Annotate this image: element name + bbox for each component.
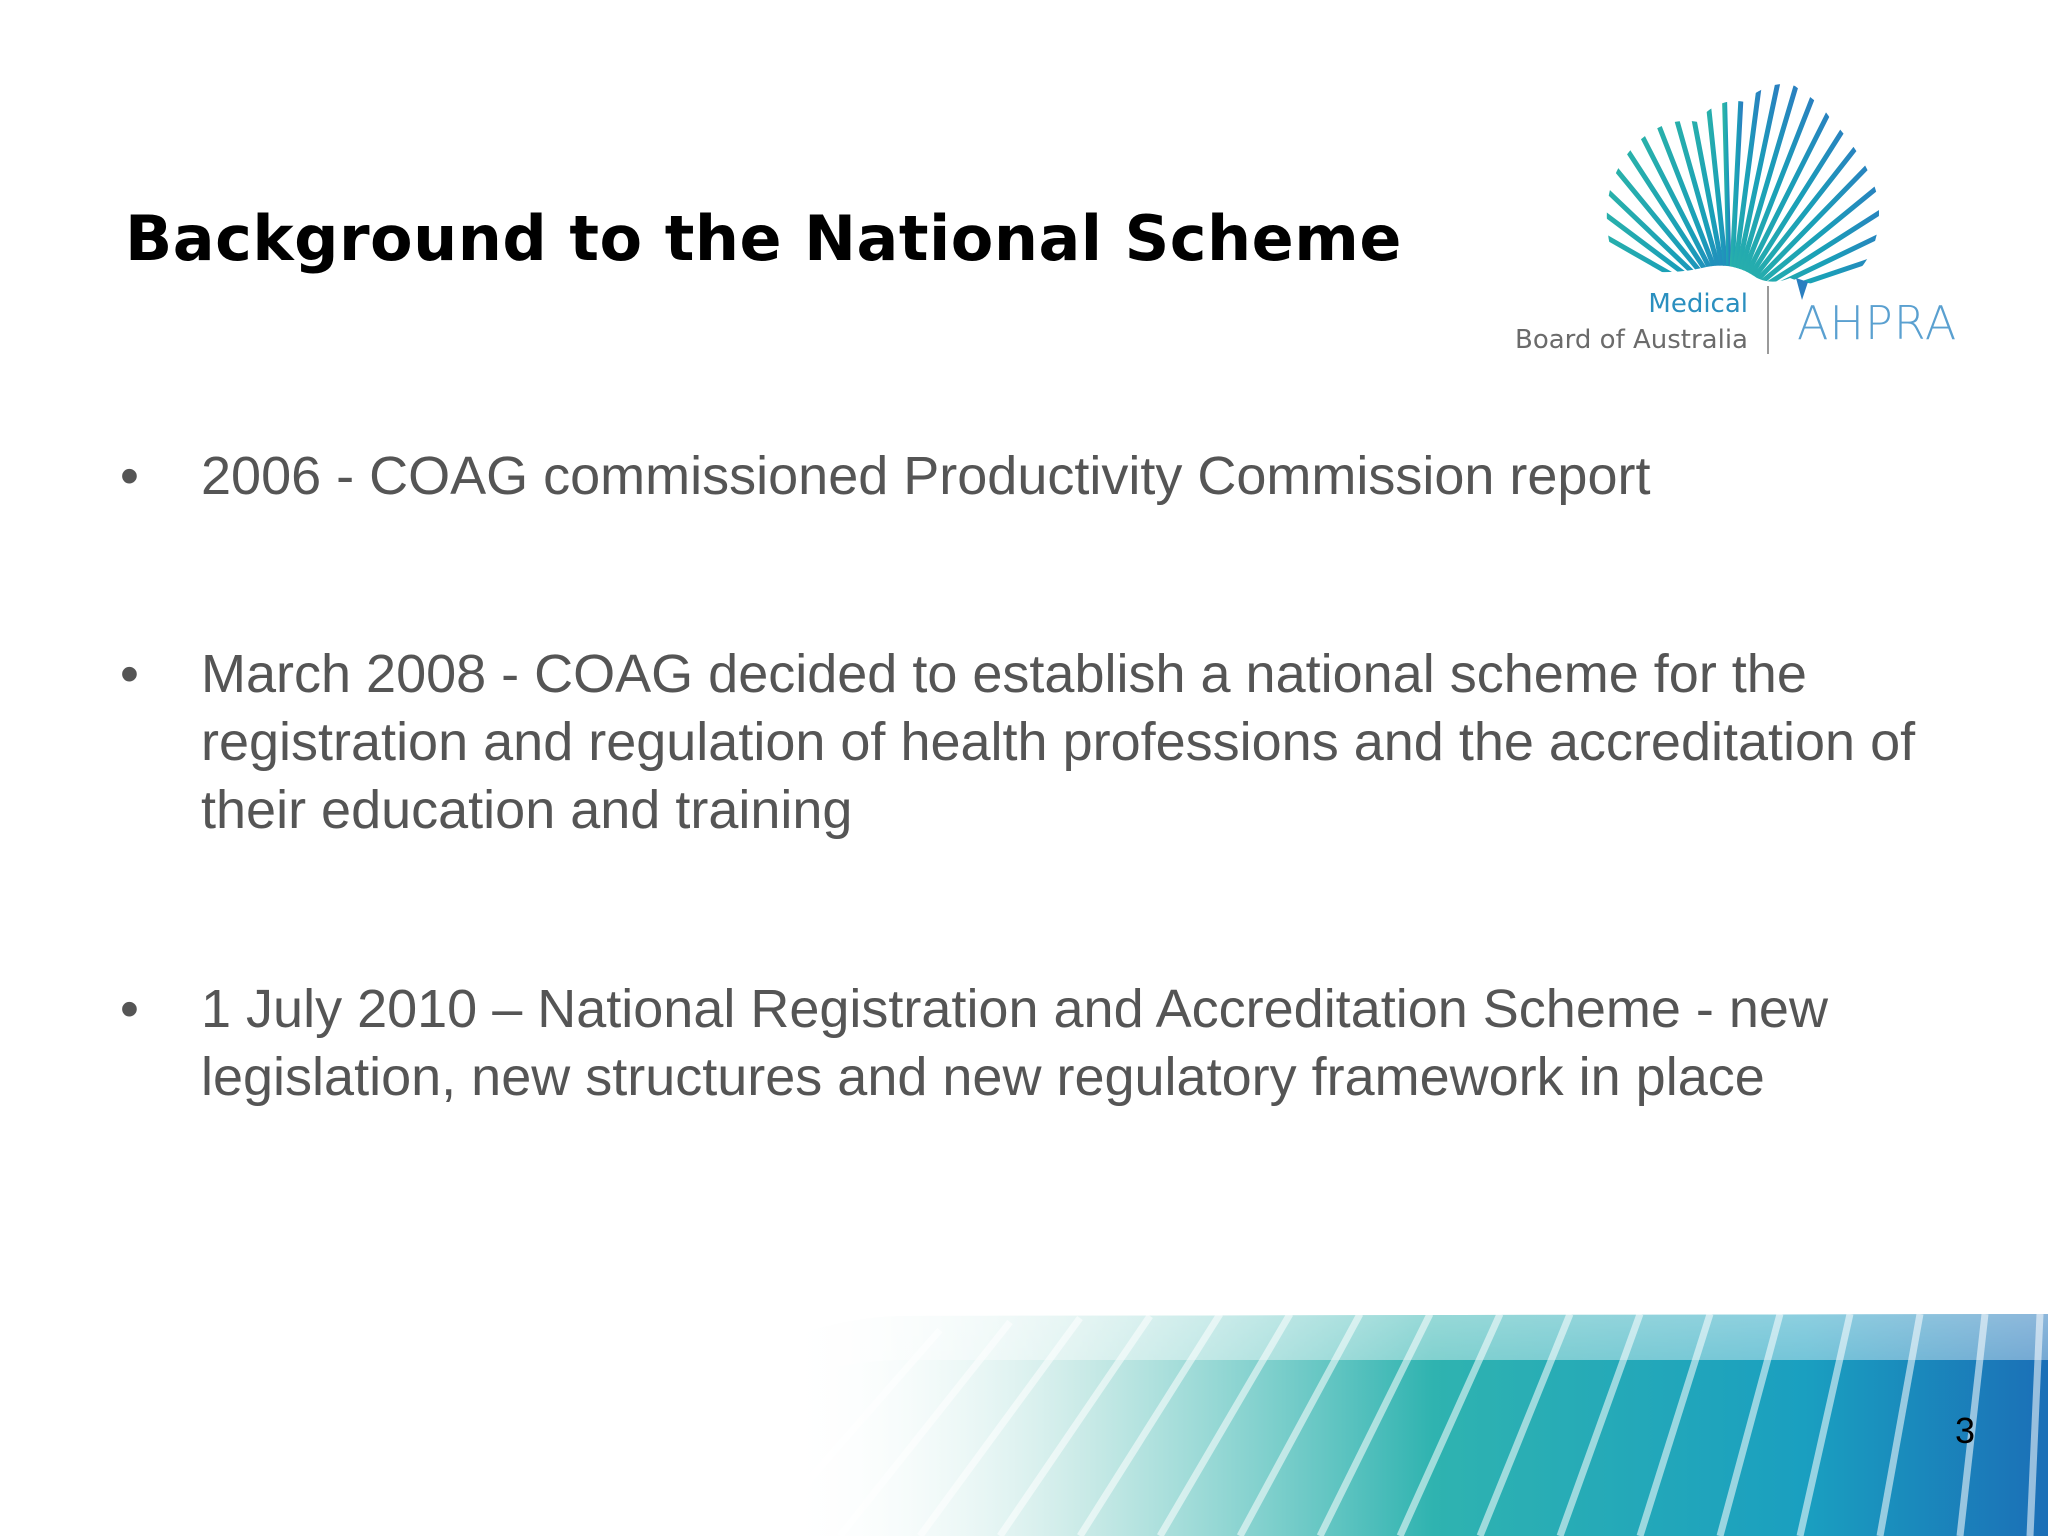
bullet-marker: • (120, 446, 139, 506)
logo-board-text: Board of Australia (1514, 325, 1748, 355)
bullet-item (120, 975, 1920, 1111)
bullet-marker: • (120, 644, 139, 704)
bullet-text: March 2008 - COAG decided to establish a national scheme for the registration and regulation of health professions and the accreditation of their education and training (201, 644, 1916, 840)
bullet-marker: • (120, 979, 139, 1039)
bullet-item (120, 640, 1920, 844)
footer-ray-banner (0, 1300, 2048, 1536)
logo-ahpra-text: AHPRA (1797, 296, 1958, 350)
logo-medical-text: Medical (1648, 289, 1748, 319)
slide-title: Background to the National Scheme (125, 202, 1402, 275)
bullet-text: 2006 - COAG commissioned Productivity Commission report (201, 446, 1651, 506)
bullet-text: 1 July 2010 – National Registration and Accreditation Scheme - new legislation, new structures and new regulatory framework in place (201, 979, 1828, 1107)
bullet-item (120, 442, 1920, 510)
page-number: 3 (1954, 1410, 1975, 1451)
